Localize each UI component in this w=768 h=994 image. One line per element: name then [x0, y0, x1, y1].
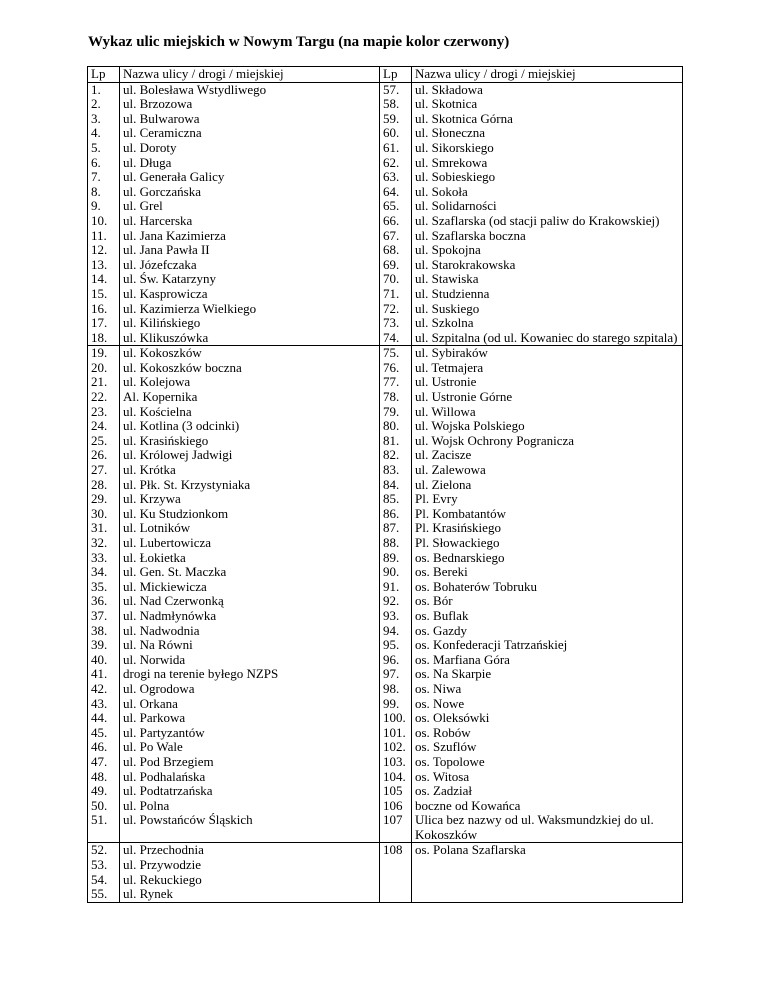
- street-name: ul. Zielona: [415, 476, 472, 492]
- street-name: ul. Harcerska: [123, 212, 193, 228]
- street-name: ul. Spokojna: [415, 242, 481, 258]
- row-number: 83.: [383, 462, 400, 478]
- row-number: 33.: [91, 549, 108, 565]
- street-name: ul. Krótka: [123, 462, 176, 478]
- street-name: os. Zadział: [415, 783, 473, 799]
- street-name: ul. Kokoszków boczna: [123, 359, 242, 375]
- street-name: ul. Nadmłynówka: [123, 607, 217, 623]
- street-name: Pl. Kombatantów: [415, 505, 506, 521]
- street-name: ul. Sikorskiego: [415, 139, 494, 155]
- row-number: 82.: [383, 447, 400, 463]
- street-name: ul. Stawiska: [415, 271, 479, 287]
- street-name: ul. Zalewowa: [415, 462, 486, 478]
- header-name-right: Nazwa ulicy / drogi / miejskiej: [412, 67, 683, 83]
- header-lp-right: Lp: [380, 67, 412, 83]
- row-number: 39.: [91, 637, 108, 653]
- street-name: os. Na Skarpie: [415, 666, 492, 682]
- row-number: 2.: [91, 96, 101, 112]
- row-number: 106: [383, 797, 403, 813]
- row-number: 37.: [91, 607, 108, 623]
- street-name: ul. Brzozowa: [123, 96, 193, 112]
- row-number: 48.: [91, 768, 108, 784]
- row-number: 49.: [91, 783, 108, 799]
- street-name: ul. Krasińskiego: [123, 432, 209, 448]
- street-name: Al. Kopernika: [123, 389, 198, 405]
- row-number: 32.: [91, 535, 108, 550]
- row-number: 45.: [91, 724, 108, 740]
- street-name: ul. Generała Galicy: [123, 169, 225, 185]
- street-name: ul. Gorczańska: [123, 183, 201, 199]
- row-number: 22.: [91, 389, 108, 405]
- row-number: 93.: [383, 607, 400, 623]
- street-name: ul. Sobieskiego: [415, 169, 496, 185]
- lp-cell-left: [88, 843, 120, 902]
- row-number: 84.: [383, 476, 400, 492]
- lp-cell-right: [380, 346, 412, 843]
- street-name: ul. Pod Brzegiem: [123, 753, 214, 769]
- street-name: ul. Rekuckiego: [123, 871, 202, 887]
- street-name: ul. Na Równi: [123, 637, 193, 653]
- row-number: 21.: [91, 374, 108, 390]
- row-number: 40.: [91, 651, 108, 667]
- street-name: ul. Jana Pawła II: [123, 242, 210, 258]
- row-number: 31.: [91, 520, 108, 536]
- row-number: 14.: [91, 271, 108, 287]
- street-name: ul. Mickiewicza: [123, 578, 207, 594]
- row-number: 4.: [91, 125, 101, 141]
- row-number: 96.: [383, 651, 400, 667]
- row-number: 12.: [91, 242, 108, 258]
- street-name: ul. Kotlina (3 odcinki): [123, 418, 240, 434]
- row-number: 94.: [383, 622, 400, 638]
- row-number: 87.: [383, 520, 400, 536]
- row-number: 38.: [91, 622, 108, 638]
- row-number: 41.: [91, 666, 108, 682]
- street-name: ul. Willowa: [415, 403, 476, 419]
- row-number: 17.: [91, 315, 108, 331]
- row-number: 23.: [91, 403, 108, 419]
- row-number: 107: [383, 812, 403, 828]
- row-number: 34.: [91, 564, 108, 580]
- row-number: 25.: [91, 432, 108, 448]
- row-number: 16.: [91, 300, 108, 316]
- row-number: 69.: [383, 256, 400, 272]
- street-name: ul. Sybiraków: [415, 345, 488, 361]
- street-name: ul. Rynek: [123, 886, 174, 902]
- row-number: 44.: [91, 710, 108, 726]
- street-name: drogi na terenie byłego NZPS: [123, 666, 279, 682]
- street-name: os. Robów: [415, 724, 471, 740]
- lp-cell-left: [88, 82, 120, 346]
- street-name: ul. Kilińskiego: [123, 315, 201, 331]
- row-number: 66.: [383, 212, 400, 228]
- street-list-table: [87, 66, 683, 903]
- street-name: ul. Podtatrzańska: [123, 783, 213, 799]
- name-cell-right: [412, 346, 683, 843]
- street-name: ul. Wojska Polskiego: [415, 418, 525, 434]
- street-name: ul. Ustronie Górne: [415, 389, 513, 405]
- street-name: ul. Nadwodnia: [123, 622, 200, 638]
- row-number: 105: [383, 783, 403, 799]
- table-row: [88, 843, 683, 902]
- row-number: 24.: [91, 418, 108, 434]
- street-name: ul. Królowej Jadwigi: [123, 447, 233, 463]
- row-number: 42.: [91, 680, 108, 696]
- row-number: 58.: [383, 96, 400, 112]
- row-number: 15.: [91, 285, 108, 301]
- row-number: 53.: [91, 857, 108, 873]
- row-number: 73.: [383, 315, 400, 331]
- row-number: 76.: [383, 359, 400, 375]
- street-name: ul. Partyzantów: [123, 724, 205, 740]
- street-name: os. Buflak: [415, 607, 469, 623]
- row-number: 29.: [91, 491, 108, 507]
- row-number: 54.: [91, 871, 108, 887]
- header-lp-left: Lp: [88, 67, 120, 83]
- street-name: Pl. Evry: [415, 491, 458, 507]
- row-number: 79.: [383, 403, 400, 419]
- street-name: ul. Sokoła: [415, 183, 468, 199]
- street-name: os. Bohaterów Tobruku: [415, 578, 537, 594]
- street-name: ul. Bulwarowa: [123, 110, 200, 126]
- street-name: ul. Grel: [123, 198, 163, 214]
- street-name: ul. Jana Kazimierza: [123, 227, 226, 243]
- row-number: 19.: [91, 345, 108, 361]
- street-name: os. Marfiana Góra: [415, 651, 510, 667]
- street-name: ul. Orkana: [123, 695, 178, 711]
- street-name: ul. Kolejowa: [123, 374, 191, 390]
- row-number: 85.: [383, 491, 400, 507]
- street-name: ul. Klikuszówka: [123, 329, 209, 345]
- street-name: os. Bereki: [415, 564, 468, 580]
- street-name: ul. Słoneczna: [415, 125, 486, 141]
- empty-line: [383, 873, 409, 888]
- street-name: ul. Długa: [123, 154, 172, 170]
- row-number: 26.: [91, 447, 108, 463]
- street-name: ul. Solidarności: [415, 198, 497, 214]
- street-name: ul. Gen. St. Maczka: [123, 564, 227, 580]
- name-cell-left: [120, 82, 380, 346]
- row-number: 67.: [383, 227, 400, 243]
- row-number: 74.: [383, 329, 400, 345]
- street-name: boczne od Kowańca: [415, 797, 521, 813]
- street-name: ul. Smrekowa: [415, 154, 488, 170]
- row-number: 18.: [91, 329, 108, 345]
- row-number: 6.: [91, 154, 101, 170]
- street-name: ul. Po Wale: [123, 739, 183, 755]
- street-name: ul. Kokoszków: [123, 345, 202, 361]
- street-name: ul. Studzienna: [415, 285, 490, 301]
- street-name: ul. Ku Studzionkom: [123, 505, 229, 521]
- row-number: 3.: [91, 110, 101, 126]
- street-name: ul. Ustronie: [415, 374, 477, 390]
- row-number: 46.: [91, 739, 108, 755]
- street-name: os. Gazdy: [415, 622, 467, 638]
- row-number: 10.: [91, 212, 108, 228]
- street-name: ul. Ceramiczna: [123, 125, 202, 141]
- empty-line: [415, 858, 680, 873]
- row-number: 91.: [383, 578, 400, 594]
- lp-cell-left: [88, 346, 120, 843]
- row-number: 8.: [91, 183, 101, 199]
- row-number: 57.: [383, 82, 400, 97]
- row-number: 104.: [383, 768, 406, 784]
- street-name: os. Niwa: [415, 680, 462, 696]
- street-name: ul. Kościelna: [123, 403, 192, 419]
- row-number: 64.: [383, 183, 400, 199]
- row-number: 43.: [91, 695, 108, 711]
- street-name: Ulica bez nazwy od ul. Waksmundzkiej do ul. Kokoszków: [415, 812, 654, 842]
- row-number: 20.: [91, 359, 108, 375]
- row-number: 89.: [383, 549, 400, 565]
- row-number: 50.: [91, 797, 108, 813]
- street-name: ul. Józefczaka: [123, 256, 197, 272]
- street-name: ul. Przechodnia: [123, 842, 204, 858]
- street-name: ul. Szaflarska (od stacji paliw do Krakowskiej): [415, 212, 660, 228]
- street-name: ul. Lubertowicza: [123, 535, 212, 550]
- row-number: 108: [383, 842, 403, 858]
- row-number: 65.: [383, 198, 400, 214]
- row-number: 36.: [91, 593, 108, 609]
- street-name: os. Polana Szaflarska: [415, 842, 526, 858]
- row-number: 11.: [91, 227, 107, 243]
- street-name: ul. Wojsk Ochrony Pogranicza: [415, 432, 575, 448]
- empty-line: [383, 887, 409, 902]
- row-number: 30.: [91, 505, 108, 521]
- row-number: 51.: [91, 812, 108, 828]
- street-name: ul. Polna: [123, 797, 170, 813]
- row-number: 63.: [383, 169, 400, 185]
- street-name: os. Bór: [415, 593, 453, 609]
- street-name: ul. Tetmajera: [415, 359, 484, 375]
- street-name: os. Szuflów: [415, 739, 477, 755]
- row-number: 35.: [91, 578, 108, 594]
- empty-line: [383, 858, 409, 873]
- street-name: ul. Parkowa: [123, 710, 186, 726]
- table-header-row: [88, 67, 683, 83]
- street-name: Pl. Krasińskiego: [415, 520, 501, 536]
- name-cell-right: [412, 843, 683, 902]
- row-number: 28.: [91, 476, 108, 492]
- row-number: 59.: [383, 110, 400, 126]
- street-name: ul. Św. Katarzyny: [123, 271, 217, 287]
- row-number: 52.: [91, 842, 108, 858]
- row-number: 81.: [383, 432, 400, 448]
- row-number: 75.: [383, 345, 400, 361]
- row-number: 101.: [383, 724, 406, 740]
- row-number: 62.: [383, 154, 400, 170]
- street-name: ul. Płk. St. Krzystyniaka: [123, 476, 251, 492]
- row-number: 77.: [383, 374, 400, 390]
- row-number: 27.: [91, 462, 108, 478]
- name-cell-left: [120, 843, 380, 902]
- street-name: ul. Przywodzie: [123, 857, 201, 873]
- row-number: 72.: [383, 300, 400, 316]
- row-number: 68.: [383, 242, 400, 258]
- street-name: ul. Bolesława Wstydliwego: [123, 82, 267, 97]
- row-number: 102.: [383, 739, 406, 755]
- street-name: ul. Starokrakowska: [415, 256, 516, 272]
- row-number: 78.: [383, 389, 400, 405]
- street-name: ul. Ogrodowa: [123, 680, 195, 696]
- name-cell-left: [120, 346, 380, 843]
- street-name: ul. Powstańców Śląskich: [123, 812, 253, 828]
- document-title: Wykaz ulic miejskich w Nowym Targu (na mapie kolor czerwony): [88, 34, 510, 50]
- row-number: 88.: [383, 535, 400, 550]
- table-row: [88, 82, 683, 346]
- row-number: 98.: [383, 680, 400, 696]
- row-number: 5.: [91, 139, 101, 155]
- street-name: os. Nowe: [415, 695, 465, 711]
- row-number: 90.: [383, 564, 400, 580]
- row-number: 70.: [383, 271, 400, 287]
- street-name: ul. Lotników: [123, 520, 191, 536]
- empty-line: [415, 873, 680, 888]
- street-name: ul. Składowa: [415, 82, 483, 97]
- row-number: 1.: [91, 82, 101, 97]
- street-name: ul. Skotnica Górna: [415, 110, 513, 126]
- row-number: 80.: [383, 418, 400, 434]
- row-number: 99.: [383, 695, 400, 711]
- empty-line: [415, 887, 680, 902]
- street-name: Pl. Słowackiego: [415, 535, 500, 550]
- row-number: 92.: [383, 593, 400, 609]
- street-name: ul. Kazimierza Wielkiego: [123, 300, 257, 316]
- street-name: ul. Krzywa: [123, 491, 181, 507]
- street-name: os. Topolowe: [415, 753, 485, 769]
- row-number: 97.: [383, 666, 400, 682]
- row-number: 100.: [383, 710, 406, 726]
- row-number: 7.: [91, 169, 101, 185]
- header-name-left: Nazwa ulicy / drogi / miejskiej: [120, 67, 380, 83]
- name-cell-right: [412, 82, 683, 346]
- row-number: 95.: [383, 637, 400, 653]
- lp-cell-right: [380, 82, 412, 346]
- street-name: ul. Zacisze: [415, 447, 472, 463]
- table-row: [88, 346, 683, 843]
- table-body: [88, 67, 683, 903]
- street-name: os. Konfederacji Tatrzańskiej: [415, 637, 568, 653]
- street-name: ul. Doroty: [123, 139, 177, 155]
- street-name: ul. Łokietka: [123, 549, 186, 565]
- street-name: ul. Suskiego: [415, 300, 480, 316]
- row-number: 47.: [91, 753, 108, 769]
- street-name: os. Witosa: [415, 768, 470, 784]
- row-number: 60.: [383, 125, 400, 141]
- street-name: ul. Szpitalna (od ul. Kowaniec do starego szpitala): [415, 329, 678, 345]
- row-number: 9.: [91, 198, 101, 214]
- street-name: ul. Szaflarska boczna: [415, 227, 526, 243]
- row-number: 86.: [383, 505, 400, 521]
- row-number: 13.: [91, 256, 108, 272]
- street-name: os. Bednarskiego: [415, 549, 505, 565]
- row-number: 61.: [383, 139, 400, 155]
- lp-cell-right: [380, 843, 412, 902]
- street-name: ul. Kasprowicza: [123, 285, 208, 301]
- row-number: 55.: [91, 886, 108, 902]
- street-name: ul. Nad Czerwonką: [123, 593, 224, 609]
- row-number: 71.: [383, 285, 400, 301]
- street-name: ul. Skotnica: [415, 96, 478, 112]
- row-number: 103.: [383, 753, 406, 769]
- street-name: ul. Szkolna: [415, 315, 474, 331]
- street-name: ul. Norwida: [123, 651, 186, 667]
- street-name: os. Oleksówki: [415, 710, 490, 726]
- street-name: ul. Podhalańska: [123, 768, 206, 784]
